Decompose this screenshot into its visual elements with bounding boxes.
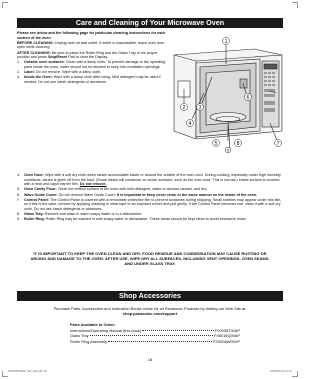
item-label: Outside oven surfaces: <box>24 60 65 65</box>
item-text: Wipe with a damp cloth after using. Mild detergent may be used if needed. Do not use harsh detergents or abrasives. <box>24 75 161 84</box>
item-text: Do not remove Wave Guide Cover. <box>57 192 116 197</box>
part-name: Glass Tray <box>70 333 89 339</box>
item-text: The Control Panel is covered with a removable protective film to prevent scratches during shipping. Small bubbles may appear under this film, so if this is the case, remove by applying masking or clear tape to an exposed corner and pull gently. If the Control Panel becomes wet, clean it with a soft dry cloth. Do not use harsh detergents or abrasives. <box>24 197 282 211</box>
item-emphasis: Do not remove. <box>79 182 107 187</box>
intro-lead: Please see below and the following page for particular cleaning instructions for each section of the oven. <box>17 31 166 40</box>
item-label: Oven Door: <box>24 173 45 177</box>
part-number: F290D6W00XP <box>212 338 240 344</box>
crop-mark <box>292 2 298 8</box>
accessories-title: Shop Accessories <box>17 291 283 301</box>
item-label: Label: <box>24 70 35 75</box>
callout-3 <box>197 104 204 111</box>
svg-text:3: 3 <box>198 104 202 111</box>
item-number: 1. <box>17 60 21 65</box>
leader-dots <box>90 335 214 336</box>
after-cleaning-text: Be sure to place the Roller Ring and the Glass Tray in the proper position and press <box>17 50 158 60</box>
callout-2 <box>181 104 188 111</box>
before-cleaning-text: Unplug oven at wall outlet. If outlet is inaccessible, leave oven door open while cleaning. <box>17 40 165 50</box>
svg-text:6: 6 <box>246 94 250 101</box>
list-item <box>17 217 285 222</box>
support-url-link[interactable]: shop.panasonic.com/support <box>122 311 178 316</box>
item-label: Wave Guide Cover: <box>24 192 58 197</box>
microwave-oven-diagram <box>166 31 288 153</box>
svg-text:4: 4 <box>188 120 192 127</box>
after-cleaning-text-end: Pad to clear the Display. <box>67 55 108 60</box>
item-number: 7. <box>17 197 21 202</box>
callout-1 <box>223 38 230 45</box>
list-item <box>17 70 167 75</box>
callout-4 <box>187 120 194 127</box>
list-item <box>17 187 285 192</box>
callout-5 <box>213 140 220 147</box>
item-text: Do not remove. Wipe with a damp cloth. <box>34 70 102 75</box>
item-number: 6. <box>17 192 21 197</box>
leader-dots <box>142 330 214 331</box>
page-number: 16 <box>147 357 153 362</box>
list-item <box>17 60 167 69</box>
svg-text:5: 5 <box>214 140 218 147</box>
svg-text:9: 9 <box>226 147 230 153</box>
footer-date: 2014/01/16 10:21 <box>270 369 292 373</box>
purchase-info <box>17 306 283 316</box>
section-title: Care and Cleaning of Your Microwave Oven <box>17 18 283 28</box>
parts-row <box>70 339 240 345</box>
parts-heading: Parts Available to Order: <box>70 322 116 327</box>
callout-8 <box>235 140 242 147</box>
item-text: Remove and wash in warm soapy water or in a dishwasher. <box>43 212 143 217</box>
cleaning-warning: IT IS IMPORTANT TO KEEP THE OVEN CLEAN AND DRY. FOOD RESIDUE AND CONDENSATION MAY CAUSE RUSTING OR ARCING AND DAMAGE TO THE OVEN. AFTER USE, WIPE DRY ALL SURFACES, INCLUDING VENT OPENINGS, OVEN SEAMS, AND UNDER GLASS TRAY. <box>30 251 270 266</box>
item-label: Oven Cavity Floor: <box>24 187 57 192</box>
callout-7 <box>275 140 282 147</box>
list-item <box>17 75 167 84</box>
leader-dots <box>108 341 212 342</box>
item-emphasis: It is important to keep cover clean in the same manner as the inside of the oven. <box>116 192 258 197</box>
callout-6 <box>245 94 252 101</box>
cleaning-steps-continued <box>17 173 285 223</box>
item-number: 3. <box>17 75 21 80</box>
item-number: 4. <box>17 173 21 177</box>
item-number: 8. <box>17 212 21 217</box>
list-item <box>17 198 285 212</box>
item-text: Clean the bottom surface of the oven with mild detergent, water or window cleaner, and dry. <box>56 187 207 192</box>
item-text: Roller Ring may be washed in mild soapy water or dishwasher. These areas should be kept clean to avoid excessive noise. <box>44 217 247 222</box>
svg-text:1: 1 <box>224 38 228 45</box>
list-item <box>17 173 285 187</box>
parts-list <box>70 322 240 344</box>
item-label: Control Panel: <box>24 197 50 202</box>
item-label: Glass Tray: <box>24 212 44 217</box>
item-number: 9. <box>17 217 21 222</box>
footer-file: F00038T30AP_EN_FR.indb 16 <box>8 369 47 373</box>
item-label: Roller Ring: <box>24 217 45 222</box>
part-number: F06015Q00AP <box>214 333 240 339</box>
svg-text:7: 7 <box>276 140 280 147</box>
svg-text:2: 2 <box>182 104 186 111</box>
cleaning-steps <box>17 60 167 84</box>
item-number: 2. <box>17 70 21 75</box>
list-item <box>17 212 285 217</box>
item-label: Inside the Oven: <box>24 75 53 80</box>
wave-guide-cover <box>240 79 247 88</box>
item-number: 5. <box>17 187 21 192</box>
glass-tray <box>210 113 246 122</box>
intro-text <box>17 31 167 85</box>
display <box>264 64 277 69</box>
part-name: Instructions/Operating Manual (this book) <box>70 327 142 333</box>
callout-9 <box>225 147 231 153</box>
stop-reset-label: Stop/Reset <box>47 55 68 60</box>
item-text: Wipe with a soft dry cloth when steam accumulates inside or around the outside of the oven door. During cooking, especially under high humidity conditions, steam is given off from the food. (Some steam will condense on cooler surfaces, such as the oven door. This is normal.) Inside surface is covered with a heat and vapor barrier film. <box>24 173 281 187</box>
list-item <box>17 193 285 198</box>
part-name: Roller Ring Assembly <box>70 338 107 344</box>
before-cleaning-label: BEFORE CLEANING: <box>17 40 54 45</box>
svg-text:8: 8 <box>236 140 240 147</box>
after-cleaning-label: AFTER CLEANING: <box>17 50 51 55</box>
crop-mark <box>2 2 8 8</box>
crop-mark <box>292 371 298 377</box>
item-text: Clean with a damp cloth. To prevent damage to the operating parts inside the oven, water should not be allowed to seep into ventilation openings. <box>24 60 166 69</box>
part-number: F00038T30AP <box>214 327 240 333</box>
print-footer <box>8 369 292 373</box>
purchase-text: Purchase Parts, Accessories and Instruction Books online for all Panasonic Products by visiting our Web Site at: <box>53 306 247 311</box>
